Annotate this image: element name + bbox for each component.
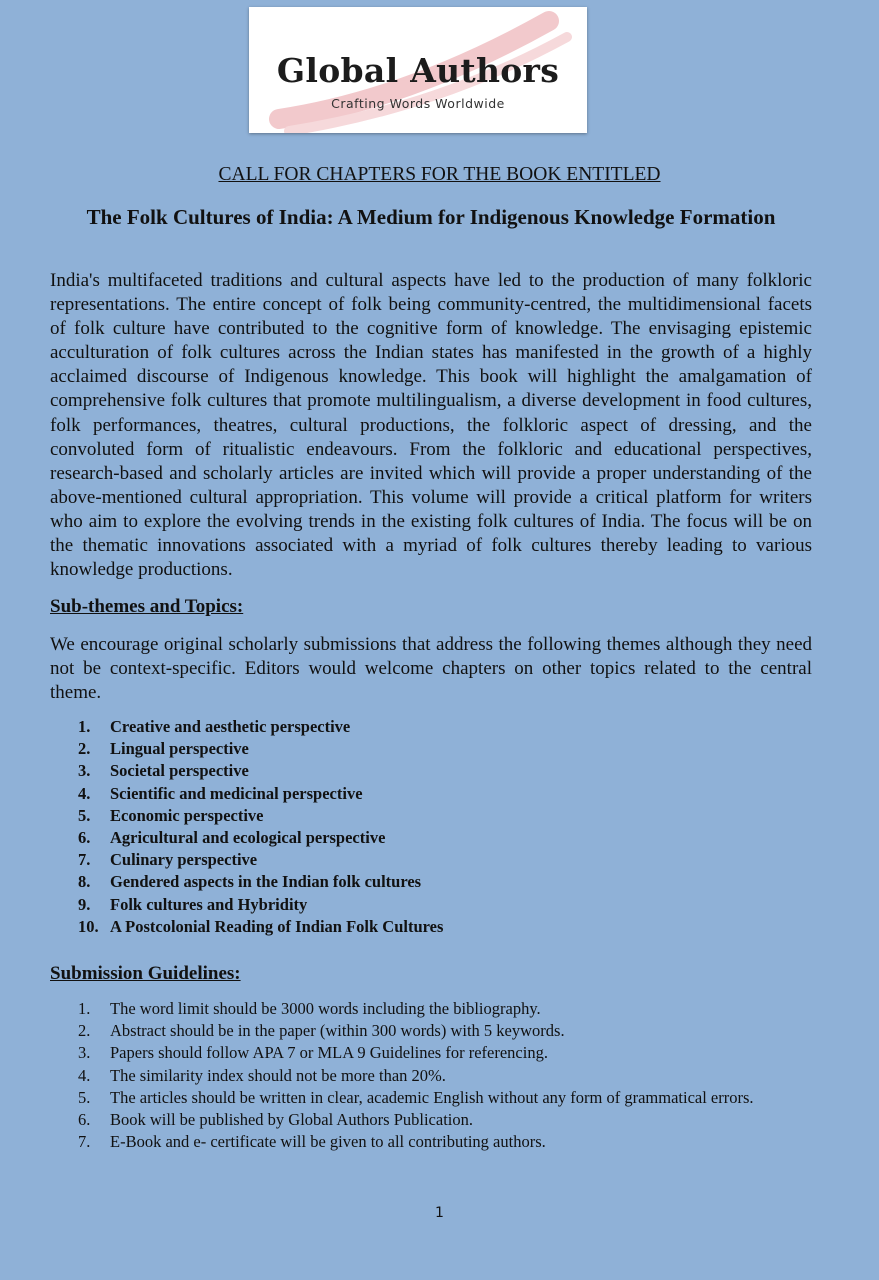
book-title: The Folk Cultures of India: A Medium for Indigenous Knowledge Formation <box>86 205 776 229</box>
list-item: 4. The similarity index should not be more than 20%. <box>78 1065 446 1085</box>
list-item: 4. Scientific and medicinal perspective <box>78 783 363 803</box>
list-item: 7. Culinary perspective <box>78 850 258 870</box>
list-item: 9. Folk cultures and Hybridity <box>78 894 308 914</box>
call-heading: CALL FOR CHAPTERS FOR THE BOOK ENTITLED <box>218 164 661 185</box>
page-number: 1 <box>435 1205 444 1221</box>
list-item: 8. Gendered aspects in the Indian folk cultures <box>78 872 422 892</box>
logo-title: Global Authors <box>276 51 560 90</box>
logo-tagline: Crafting Words Worldwide <box>331 96 505 111</box>
list-item: 6. Agricultural and ecological perspective <box>78 828 386 848</box>
list-item: 2. Lingual perspective <box>78 739 249 759</box>
list-item: 3. Papers should follow APA 7 or MLA 9 Guidelines for referencing. <box>78 1043 548 1063</box>
list-item: 1. Creative and aesthetic perspective <box>78 717 351 736</box>
list-item: 10. A Postcolonial Reading of Indian Folk Cultures <box>78 916 444 936</box>
subthemes-heading: Sub-themes and Topics: <box>50 596 244 617</box>
list-item: 1. The word limit should be 3000 words including the bibliography. <box>78 999 541 1018</box>
list-item: 5. The articles should be written in clear, academic English without any form of grammatical errors. <box>78 1087 754 1107</box>
list-item: 6. Book will be published by Global Authors Publication. <box>78 1110 473 1130</box>
subthemes-intro: We encourage original scholarly submissions that address the following themes although they need not be context-specific. Editors would welcome chapters on other topics related to the central theme. <box>50 634 812 703</box>
intro-paragraph: India's multifaceted traditions and cultural aspects have led to the production of many folkloric representations. The entire concept of folk being community-centred, the multidimensional facets of folk culture have contributed to the cognitive form of knowledge. The envisaging epistemic acculturation of folk cultures across the Indian states has manifested in the growth of a highly acclaimed discourse of Indigenous knowledge. This book will highlight the amalgamation of comprehensive folk cultures that promote multilingualism, a diverse development in food cultures, folk performances, theatres, cultural productions, the folkloric aspect of dressing, and the convoluted form of ritualistic endeavours. From the folkloric and educational perspectives, research-based and scholarly articles are invited which will provide a proper understanding of the above-mentioned cultural appropriation. This volume will provide a critical platform for writers who aim to explore the evolving trends in the existing folk cultures of India. The focus will be on the thematic innovations associated with a myriad of folk cultures thereby leading to various knowledge productions. <box>50 270 812 581</box>
list-item: 7. E-Book and e- certificate will be given to all contributing authors. <box>78 1132 546 1152</box>
list-item: 2. Abstract should be in the paper (within 300 words) with 5 keywords. <box>78 1021 565 1041</box>
publisher-logo <box>249 7 587 133</box>
guidelines-heading: Submission Guidelines: <box>50 963 241 984</box>
themes-list <box>78 716 443 938</box>
guidelines-list <box>78 998 798 1153</box>
list-item: 5. Economic perspective <box>78 805 264 825</box>
list-item: 3. Societal perspective <box>78 761 249 781</box>
